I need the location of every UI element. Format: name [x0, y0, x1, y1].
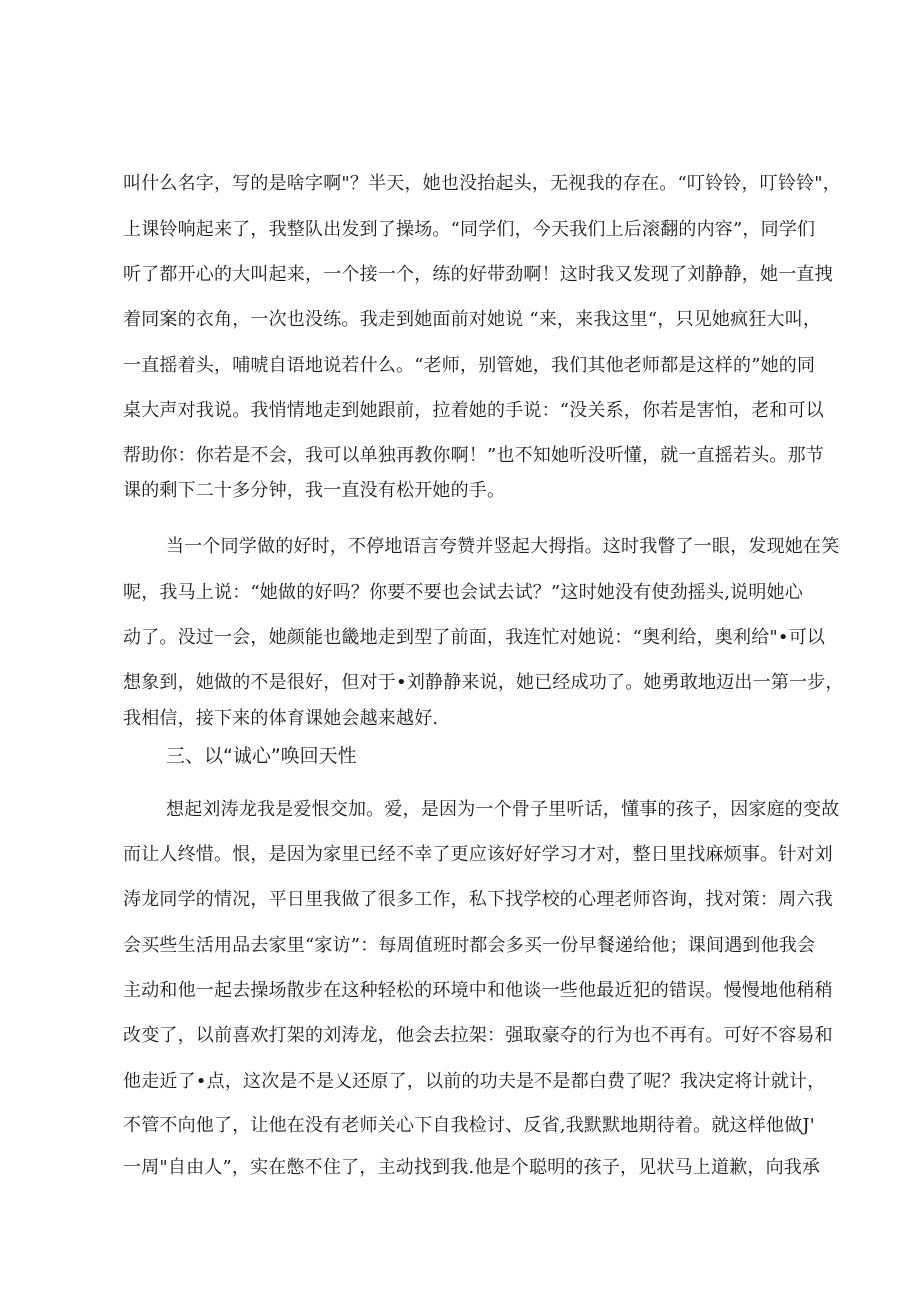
paragraph-line: 想象到，她做的不是很好，但对于•刘静静来说，她已经成功了。她勇敢地迈出一第一步，: [123, 672, 844, 693]
paragraph-line: 上课铃响起来了，我整队出发到了操场。“同学们，今天我们上后滚翻的内容”，同学们: [123, 219, 816, 240]
paragraph-line: 不管不向他了，让他在没有老师关心下自我检讨、反省,我默默地期待着。就这样他做J': [123, 1115, 815, 1136]
paragraph-line: 而让人终惜。恨，是因为家里已经不幸了更应该好好学习才对，整日里找麻烦事。针对刘: [123, 844, 833, 865]
paragraph-line: 改变了，以前喜欢打架的刘涛龙，他会去拉架：强取豪夺的行为也不再有。可好不容易和: [123, 1025, 833, 1046]
paragraph-line: 他走近了•点，这次是不是乂还原了，以前的功夫是不是都白费了呢？我决定将计就计，: [123, 1071, 826, 1092]
paragraph-line: 想起刘涛龙我是爱恨交加。爱，是因为一个骨子里听话，懂事的孩子，因家庭的变故: [166, 799, 840, 820]
paragraph-line: 一直摇着头，哺唬自语地说若什么。“老师，别管她，我们其他老师都是这样的”她的同: [123, 355, 816, 376]
paragraph-line: 涛龙同学的情况，平日里我做了很多工作，私下找学校的心理老师咨询，找对策：周六我: [123, 889, 833, 910]
paragraph-line: 着同案的衣角，一次也没练。我走到她面前对她说 “来，来我这里“，只见她疯狂大叫，: [123, 309, 822, 330]
paragraph-line: 听了都开心的大叫起来，一个接一个，练的好带劲啊！这时我又发现了刘静静，她一直拽: [123, 264, 833, 285]
paragraph-line: 主动和他一起去操场散步在这种轻松的环境中和他谈一些他最近犯的错误。慢慢地他稍稍: [123, 980, 833, 1001]
paragraph-line: 当一个同学做的好时，不停地语言夸赞并竖起大拇指。这时我瞥了一眼，发现她在笑: [166, 536, 840, 557]
paragraph-line: 课的剩下二十多分钟，我一直没有松开她的手。: [123, 480, 506, 501]
paragraph-line: 我相信，接下来的体育课她会越来越好.: [123, 708, 439, 729]
paragraph-line: 一周"自由人”，实在憋不住了，主动找到我.他是个聪明的孩子，见状马上道歉，向我承: [123, 1157, 821, 1178]
paragraph-line: 会买些生活用品去家里“家访”：每周值班时都会多买一份早餐递给他；课间遇到他我会: [123, 935, 816, 956]
paragraph-line: 呢，我马上说：“她做的好吗？你要不要也会试去试？”这时她没有使劲摇头,说明她心: [123, 582, 803, 603]
paragraph-line: 桌大声对我说。我悄情地走到她跟前，拉着她的手说：“没关系，你若是害怕，老和可以: [123, 400, 824, 421]
section-heading: 三、以“诚心”唤回天性: [166, 745, 357, 767]
paragraph-line: 叫什么名字，写的是啥字啊"？半天，她也没抬起头，无视我的存在。“叮铃铃，叮铃铃"，: [123, 173, 841, 194]
paragraph-line: 动了。没过一会，她颜能也畿地走到型了前面，我连忙对她说：“奥利给，奥利给"•可以: [123, 627, 826, 648]
paragraph-line: 帮助你：你若是不会，我可以单独再教你啊！”也不知她听没听懂，就一直摇若头。那节: [123, 445, 824, 466]
